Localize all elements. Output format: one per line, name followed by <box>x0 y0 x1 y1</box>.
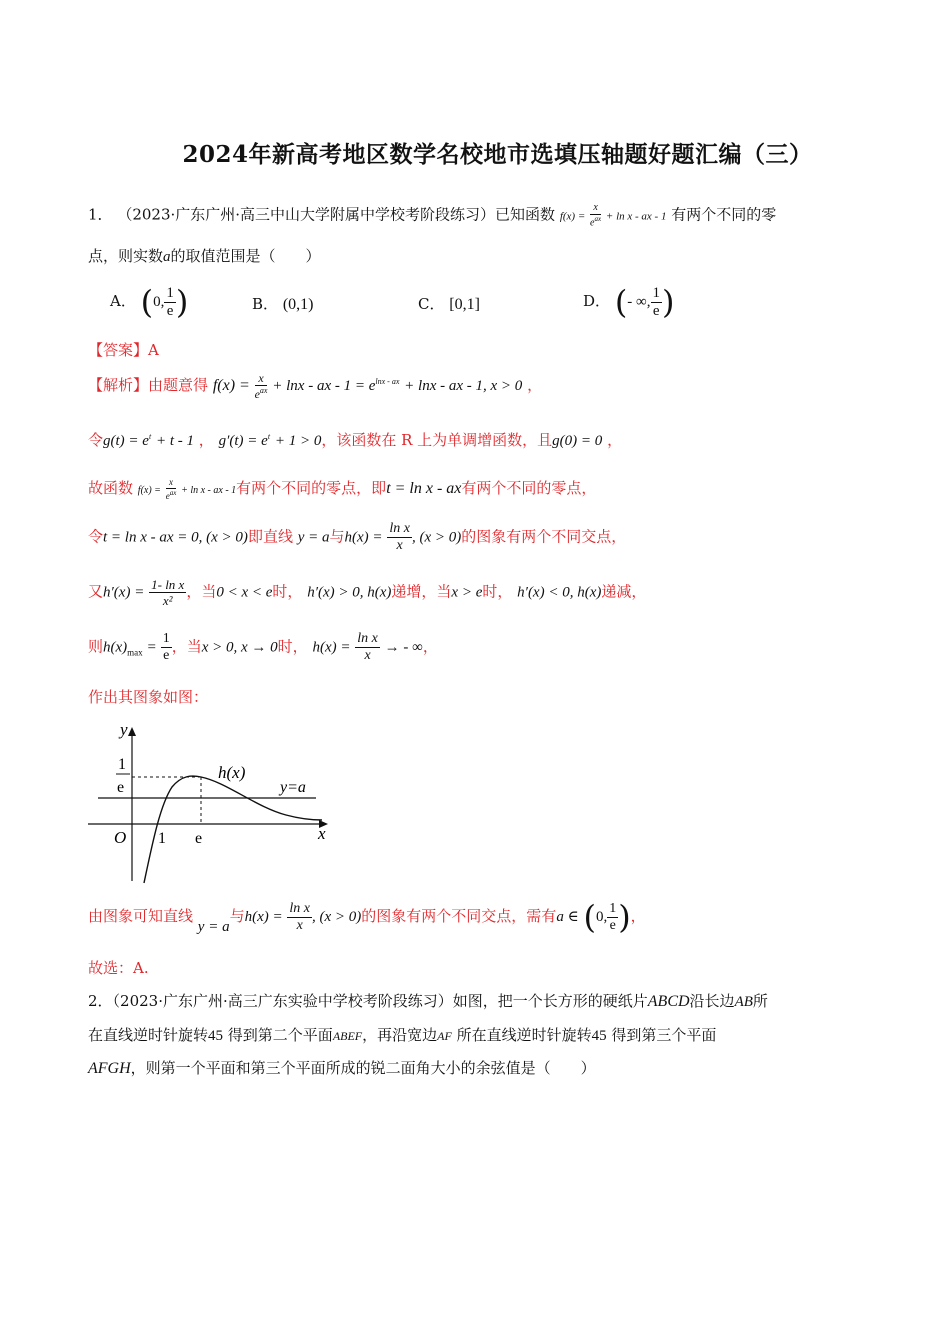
question-source: （2023·广东广州·高三中山大学附属中学校考阶段练习）已知函数 <box>117 205 556 224</box>
question-number: 1． <box>88 205 113 224</box>
question-1-line-2 <box>88 245 321 266</box>
question-1-line-1 <box>88 203 776 228</box>
curve-label: h(x) <box>218 763 246 782</box>
function-fraction: $\frac{x}{e^{ax}}$ <box>590 202 602 229</box>
variable: a <box>163 249 171 265</box>
answer-value: A <box>148 341 159 359</box>
solution-line-5: 又h′(x) = $\frac{\text{1- ln x}}{\text{x²}}$ ，当0 < x < e时， h′(x) > 0, h(x)递增，当x > e时， h′(x) < 0, h(x)递减， <box>88 577 647 608</box>
solution-line-4: 令t = ln x - ax = 0, (x > 0)即直线 y = a与h(x) = $\frac{\text{ln x}}{x}$ , (x > 0)的图象有两个不同交点， <box>88 521 627 553</box>
origin-label: O <box>114 828 127 847</box>
y-axis-arrow <box>128 727 136 736</box>
solution-line-3: 故函数 f(x) = $\frac{x}{e^{ax}}$ + ln x - ax - 1有两个不同的零点，即t = ln x - ax有两个不同的零点， <box>88 476 597 501</box>
question-number: 2． <box>88 992 113 1010</box>
option-b[interactable]: B． (0,1) <box>252 295 314 313</box>
function-tail: + ln x - ax - 1 <box>605 210 667 223</box>
solution-line-1: 【解析】由题意得 f(x) = $\frac{x}{e^{ax}}$ + lnx - ax - $1 = e^{lnx - ax} + \ln x$ - ax - 1, x > 0 ， <box>88 371 543 401</box>
question-2-line-2: 在直线逆时针旋转45 得到第二个平面ABEF，再沿宽边AF 所在直线逆时针旋转45 得到第三个平面 <box>88 1026 717 1044</box>
function-graph <box>86 715 336 887</box>
solution-line-2: 令$g(t) = e^t + t - 1$ ， $g'(t) = e^t + 1 > 0$，该函数在 R 上为单调增函数，且g(0) = 0 ， <box>88 431 623 449</box>
solution-tag: 【解析】 <box>88 376 149 394</box>
question-2-line-1: 2．（2023·广东广州·高三广东实验中学校考阶段练习）如图，把一个长方形的硬纸片ABCD沿长边AB所 <box>88 992 768 1010</box>
question-text: 的取值范围是（ ） <box>170 247 321 265</box>
answer-tag: 【答案】 <box>88 341 149 359</box>
line-label: y=a <box>280 779 306 796</box>
option-a[interactable]: A． (0, $\frac{1}{e}$ ) <box>110 283 189 321</box>
tick-one-label: 1 <box>158 830 166 847</box>
question-text: 点，则实数 <box>88 247 164 265</box>
x-label: x <box>318 824 326 843</box>
page-title: 2024年新高考地区数学名校地市选填压轴题好题汇编（三） <box>182 141 813 168</box>
y-tick-numerator: 1 <box>118 756 126 773</box>
question-2-line-3: AFGH，则第一个平面和第三个平面所成的锐二面角大小的余弦值是（ ） <box>88 1059 596 1077</box>
question-text: 有两个不同的零 <box>671 205 777 224</box>
option-d[interactable]: D． (- ∞, $\frac{1}{e}$ ) <box>583 283 675 321</box>
answer-line <box>88 339 159 360</box>
y-label: y <box>120 720 128 739</box>
function-lhs: f(x) = <box>559 210 586 223</box>
tick-e-label: e <box>195 830 203 847</box>
solution-line-6: 则$h(x)_{max}$ = $\frac{1}{e}$ ，当x > 0, x → 0时， h(x) = $\frac{\text{ln x}}{x}$ → - ∞， <box>88 631 438 663</box>
solution-line-9: 故选：A. <box>88 959 149 977</box>
solution-line-7: 作出其图象如图： <box>88 688 209 706</box>
option-c[interactable]: C． [0,1] <box>418 295 480 313</box>
solution-line-8: 由图象可知直线 y = a与h(x) = $\frac{\text{ln x}}{x}$ , (x > 0)的图象有两个不同交点，需有a ∈ (0, $\frac{1}{e}$ )， <box>88 898 646 936</box>
y-tick-denominator: e <box>117 779 125 796</box>
